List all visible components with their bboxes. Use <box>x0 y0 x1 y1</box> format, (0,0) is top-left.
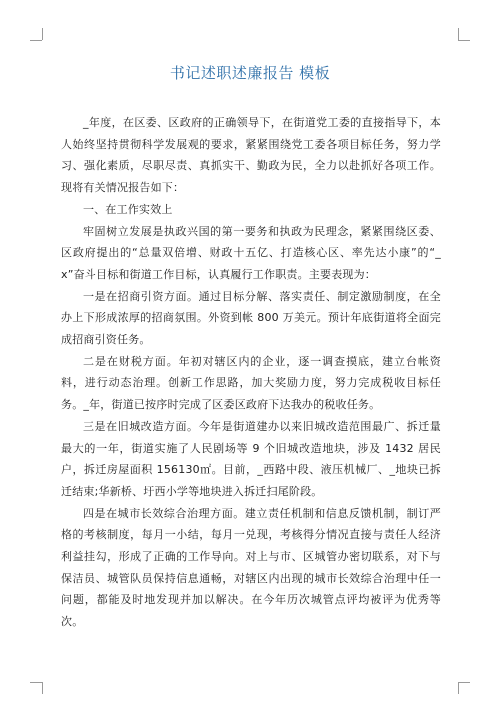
paragraph-city-management: 四是在城市长效综合治理方面。建立责任机制和信息反馈机制，制订严格的考核制度，每月一小结，每月一兑现，考核得分情况直接与责任人经济利益挂勾，形成了正确的工作导向。对上与市、区城管办密切联系，对下与保洁员、城管队员保持信息通畅，对辖区内出现的城市长效综合治理中任一问题，都能及时地发现并加以解决。在今年历次城管点评均被评为优秀等次。 <box>61 506 441 629</box>
crop-mark-top-left-v <box>42 28 43 40</box>
crop-mark-bottom-left-h <box>30 682 42 683</box>
paragraph-finance-tax: 二是在财税方面。年初对辖区内的企业，逐一调查摸底，建立台帐资料，进行动态治理。创新工作思路，加大奖励力度，努力完成税收目标任务。_年，街道已按序时完成了区委区政府下达我办的税收任务。 <box>61 354 441 412</box>
paragraph-old-city-renovation: 三是在旧城改造方面。今年是街道建办以来旧城改造范围最广、拆迁量最大的一年，街道实施了人民剧场等 9 个旧城改造地块，涉及 1432 居民户，拆迁房屋面积 156130㎡。目前，_西路中段、液压机械厂、_地块已拆迁结束;华新桥、圩西小学等地块进入拆迁扫尾阶段。 <box>61 419 441 498</box>
paragraph-investment: 一是在招商引资方面。通过目标分解、落实责任、制定激励制度，在全办上下形成浓厚的招商氛围。外资到帐 800 万美元。预计年底街道将全面完成招商引资任务。 <box>61 289 441 347</box>
paragraph-intro: _年度，在区委、区政府的正确领导下，在街道党工委的直接指导下，本人始终坚持贯彻科学发展观的要求，紧紧围绕党工委各项目标任务，努力学习、强化素质，尽职尽责、真抓实干、勤政为民，全力以赴抓好各项工作。现将有关情况报告如下： <box>61 116 441 195</box>
crop-mark-top-right-h <box>458 40 470 41</box>
document-body <box>61 112 441 633</box>
crop-mark-bottom-right-v <box>458 682 459 694</box>
crop-mark-top-right-v <box>458 28 459 40</box>
paragraph-overview: 牢固树立发展是执政兴国的第一要务和执政为民理念，紧紧围绕区委、区政府提出的“总量双倍增、财政十五亿、打造核心区、率先达小康”的“_x”奋斗目标和街道工作目标，认真履行工作职责。主要表现为： <box>61 224 441 281</box>
crop-mark-bottom-right-h <box>458 682 470 683</box>
crop-mark-bottom-left-v <box>42 682 43 694</box>
document-title: 书记述职述廉报告 模板 <box>169 64 331 82</box>
section-heading: 一、在工作实效上 <box>83 202 173 216</box>
crop-mark-top-left-h <box>30 40 42 41</box>
